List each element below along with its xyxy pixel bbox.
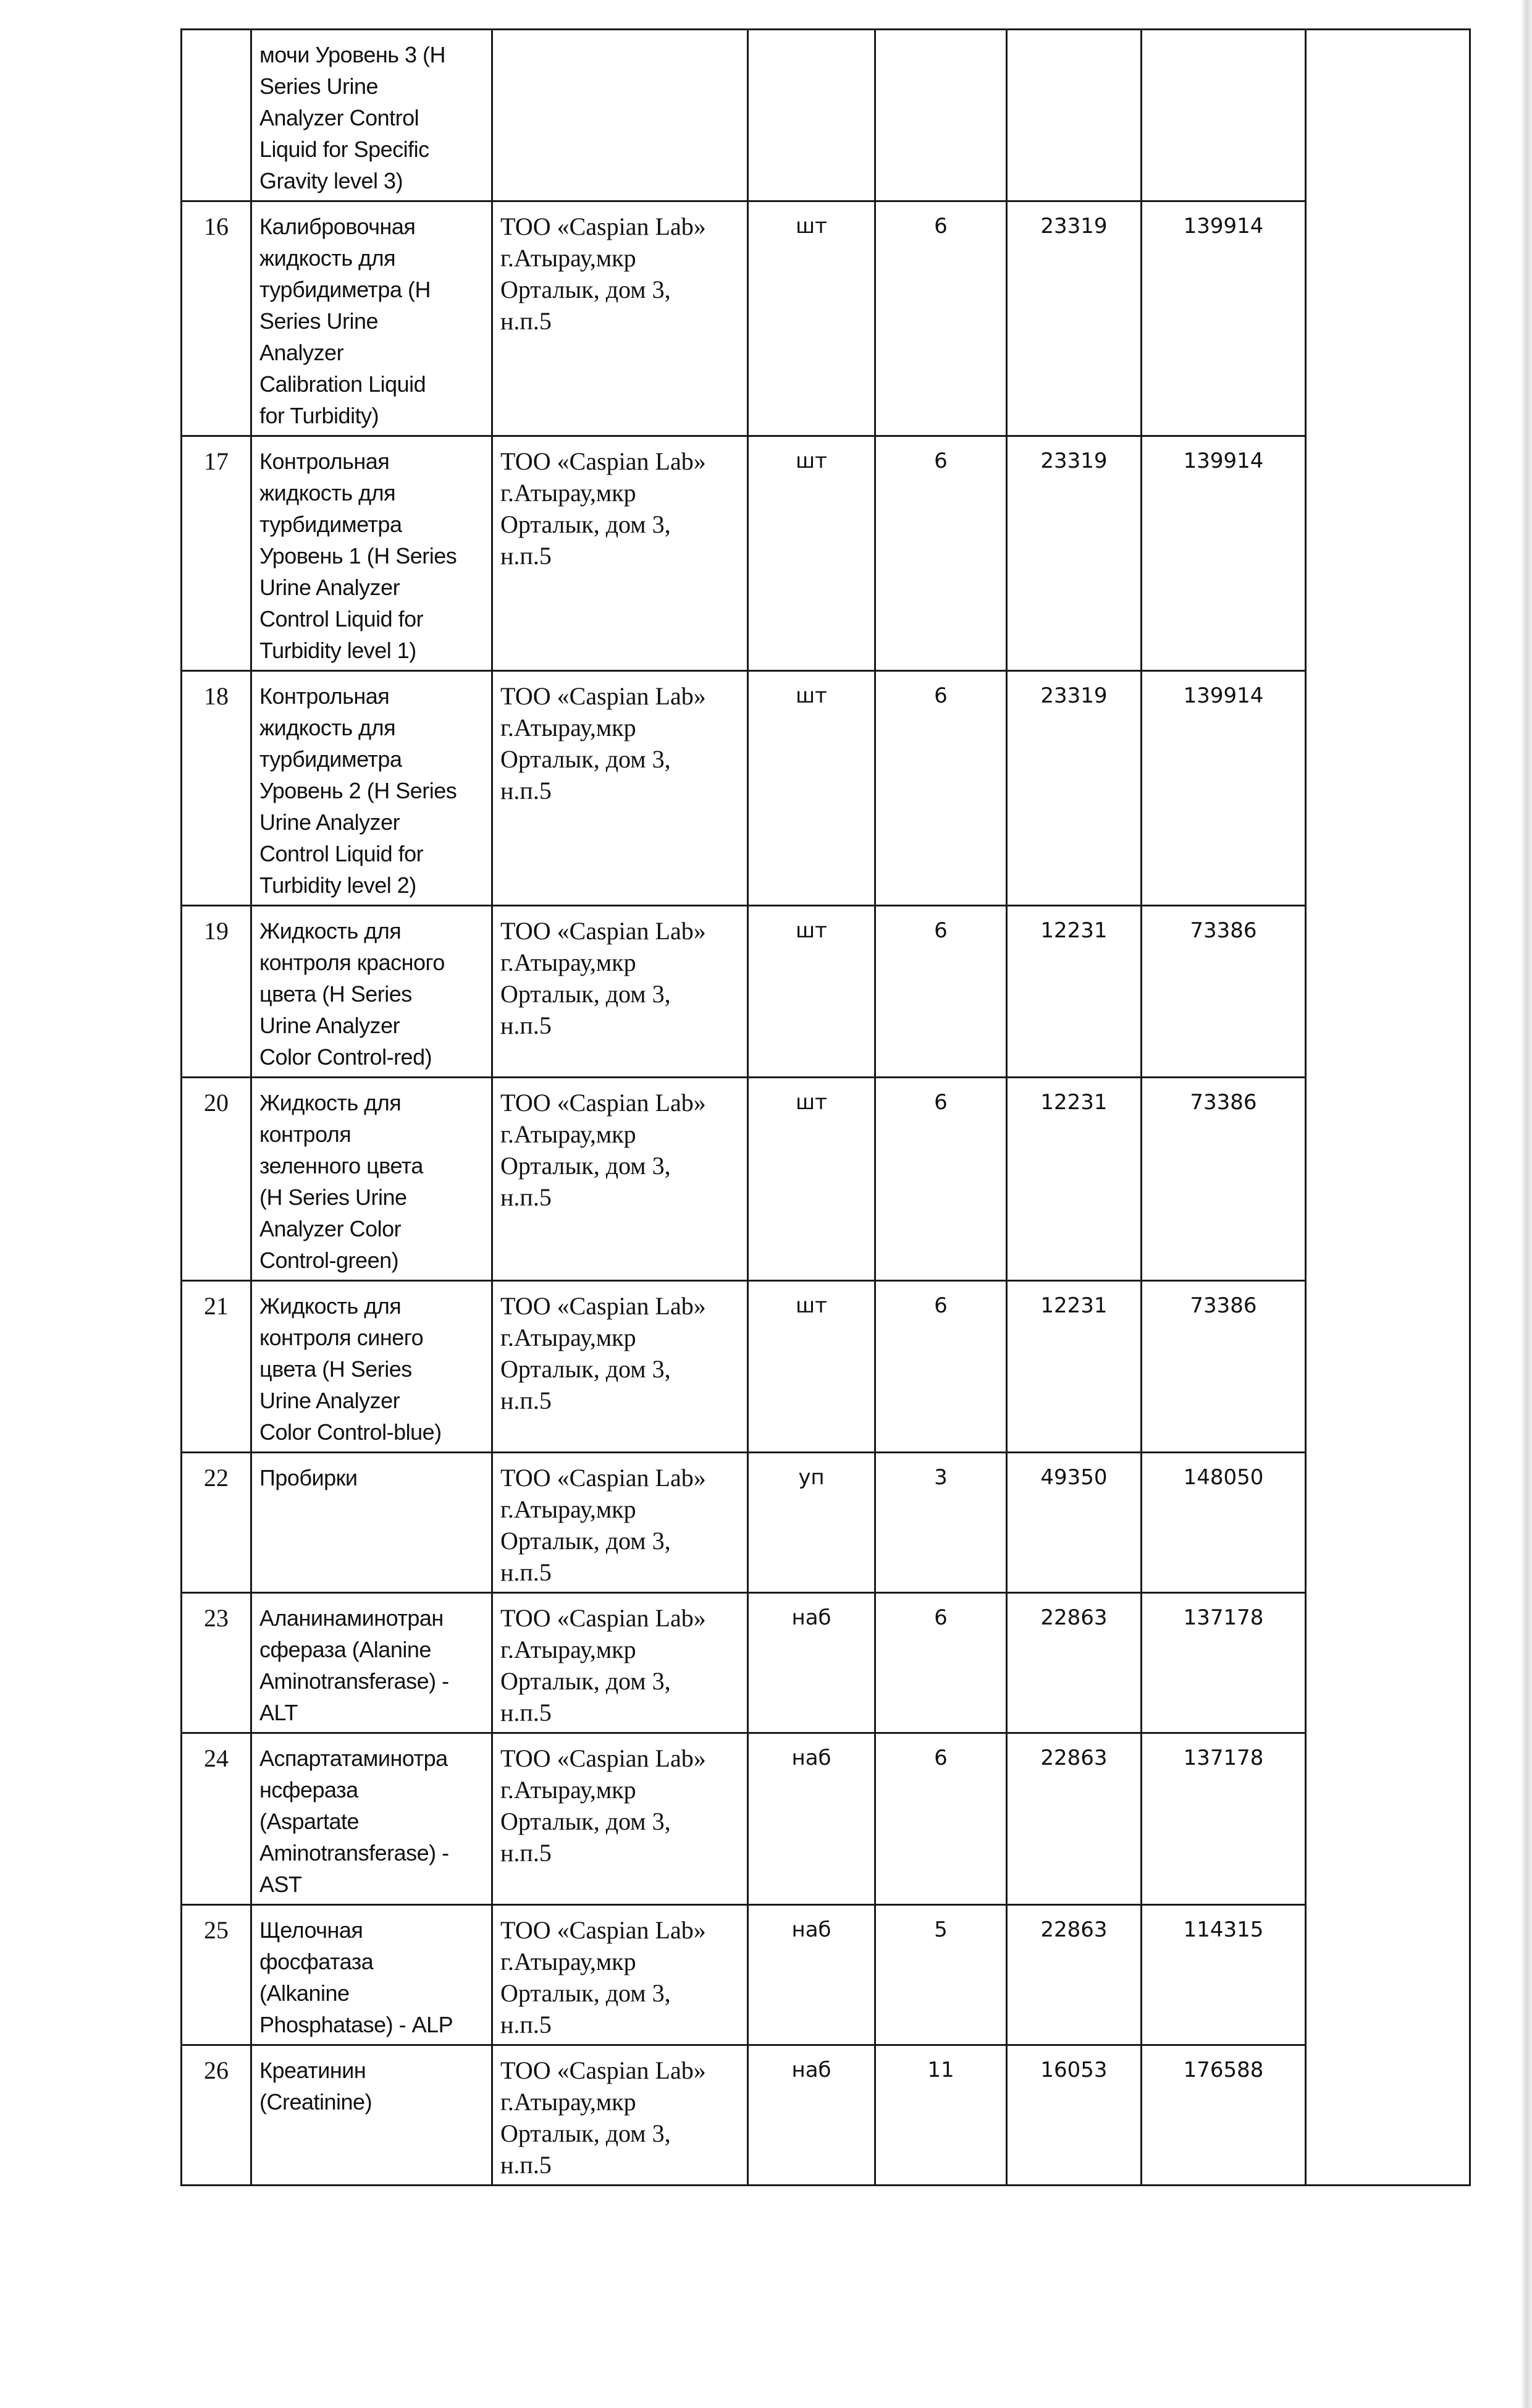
supplier-line: Орталык, дом 3, xyxy=(500,1807,671,1835)
table-row xyxy=(182,906,1470,1078)
supplier-line: Орталык, дом 3, xyxy=(500,510,671,538)
price-cell: 12231 xyxy=(1007,906,1142,1078)
supplier-line: Орталык, дом 3, xyxy=(500,745,671,773)
item-name-text: Калибровочная жидкость для турбидиметра (H Series Urine Analyzer Calibration Liquid for Turbidity) xyxy=(259,214,431,428)
supplier-line: н.п.5 xyxy=(500,2151,552,2179)
supplier-line: н.п.5 xyxy=(500,542,552,570)
extra-column-cell xyxy=(1306,1281,1470,1453)
supplier-cell xyxy=(492,906,748,1078)
total-cell: 148050 xyxy=(1142,1453,1306,1593)
supplier-line: г.Атырау,мкр xyxy=(500,1324,636,1351)
price-cell: 23319 xyxy=(1007,671,1142,906)
total-cell: 137178 xyxy=(1142,1733,1306,1905)
total-cell: 137178 xyxy=(1142,1593,1306,1733)
table-row xyxy=(182,1453,1470,1593)
supplier-line: ТОО «Caspian Lab» xyxy=(500,447,706,475)
items-table-body xyxy=(182,30,1470,2186)
row-number: 16 xyxy=(182,201,251,436)
supplier-cell xyxy=(492,1733,748,1905)
total-cell: 114315 xyxy=(1142,1905,1306,2045)
extra-column-cell xyxy=(1306,201,1470,436)
supplier-line: н.п.5 xyxy=(500,2011,552,2038)
total-cell: 139914 xyxy=(1142,436,1306,671)
item-name xyxy=(251,2045,492,2186)
row-number: 26 xyxy=(182,2045,251,2186)
unit-cell xyxy=(748,30,875,201)
supplier-cell xyxy=(492,1281,748,1453)
supplier-line: н.п.5 xyxy=(500,777,552,805)
supplier-cell xyxy=(492,201,748,436)
row-number: 22 xyxy=(182,1453,251,1593)
table-row xyxy=(182,201,1470,436)
supplier-cell xyxy=(492,436,748,671)
supplier-cell xyxy=(492,1078,748,1281)
supplier-cell xyxy=(492,2045,748,2186)
extra-column-cell xyxy=(1306,1453,1470,1593)
item-name xyxy=(251,201,492,436)
qty-cell: 6 xyxy=(875,1078,1007,1281)
item-name-text: Жидкость для контроля зеленного цвета (H Series Urine Analyzer Color Control-green) xyxy=(259,1090,423,1273)
item-name-text: Аланинаминотран сфераза (Alanine Aminotransferase) - ALT xyxy=(259,1605,449,1725)
supplier-line: г.Атырау,мкр xyxy=(500,1120,636,1148)
row-number: 17 xyxy=(182,436,251,671)
supplier-line: г.Атырау,мкр xyxy=(500,479,636,507)
extra-column-cell xyxy=(1306,906,1470,1078)
supplier-line: ТОО «Caspian Lab» xyxy=(500,1089,706,1117)
supplier-line: ТОО «Caspian Lab» xyxy=(500,1744,706,1772)
scan-edge-shadow xyxy=(1521,0,1532,2408)
supplier-line: ТОО «Caspian Lab» xyxy=(500,1292,706,1320)
supplier-line: Орталык, дом 3, xyxy=(500,1355,671,1383)
qty-cell: 6 xyxy=(875,1733,1007,1905)
supplier-line: ТОО «Caspian Lab» xyxy=(500,682,706,710)
supplier-cell xyxy=(492,30,748,201)
extra-column-cell xyxy=(1306,30,1470,201)
supplier-line: г.Атырау,мкр xyxy=(500,948,636,976)
table-row xyxy=(182,1078,1470,1281)
price-cell: 22863 xyxy=(1007,1733,1142,1905)
supplier-line: г.Атырау,мкр xyxy=(500,1776,636,1804)
table-row xyxy=(182,1593,1470,1733)
supplier-line: Орталык, дом 3, xyxy=(500,1979,671,2007)
table-row-continued xyxy=(182,30,1470,201)
supplier-cell xyxy=(492,1905,748,2045)
supplier-line: ТОО «Caspian Lab» xyxy=(500,1604,706,1632)
total-cell: 176588 xyxy=(1142,2045,1306,2186)
supplier-line: г.Атырау,мкр xyxy=(500,714,636,741)
supplier-line: г.Атырау,мкр xyxy=(500,244,636,272)
qty-cell: 6 xyxy=(875,201,1007,436)
item-name xyxy=(251,1593,492,1733)
table-row xyxy=(182,2045,1470,2186)
qty-cell: 3 xyxy=(875,1453,1007,1593)
extra-column-cell xyxy=(1306,1593,1470,1733)
supplier-line: ТОО «Caspian Lab» xyxy=(500,213,706,240)
extra-column-cell xyxy=(1306,1905,1470,2045)
table-row xyxy=(182,1281,1470,1453)
price-cell: 16053 xyxy=(1007,2045,1142,2186)
price-cell: 22863 xyxy=(1007,1905,1142,2045)
qty-cell: 6 xyxy=(875,436,1007,671)
supplier-line: Орталык, дом 3, xyxy=(500,980,671,1008)
item-name-text: Жидкость для контроля синего цвета (H Series Urine Analyzer Color Control-blue) xyxy=(259,1293,442,1445)
supplier-line: н.п.5 xyxy=(500,1183,552,1211)
price-cell: 12231 xyxy=(1007,1078,1142,1281)
unit-cell: уп xyxy=(748,1453,875,1593)
item-name-text: мочи Уровень 3 (H Series Urine Analyzer Control Liquid for Specific Gravity level 3) xyxy=(259,42,446,193)
supplier-cell xyxy=(492,1593,748,1733)
table-row xyxy=(182,671,1470,906)
item-name-text: Контрольная жидкость для турбидиметра Уровень 1 (H Series Urine Analyzer Control Liquid for Turbidity level 1) xyxy=(259,449,457,663)
supplier-line: г.Атырау,мкр xyxy=(500,1948,636,1975)
item-name xyxy=(251,1078,492,1281)
price-cell: 12231 xyxy=(1007,1281,1142,1453)
unit-cell: шт xyxy=(748,1078,875,1281)
qty-cell: 6 xyxy=(875,1593,1007,1733)
row-number: 20 xyxy=(182,1078,251,1281)
item-name xyxy=(251,1281,492,1453)
supplier-line: ТОО «Caspian Lab» xyxy=(500,1464,706,1492)
item-name xyxy=(251,1905,492,2045)
item-name-text: Аспартатаминотра нсфераза (Aspartate Aminotransferase) - AST xyxy=(259,1746,449,1897)
item-name-text: Пробирки xyxy=(259,1465,358,1490)
unit-cell: шт xyxy=(748,1281,875,1453)
unit-cell: шт xyxy=(748,906,875,1078)
supplier-line: Орталык, дом 3, xyxy=(500,2119,671,2147)
row-number: 24 xyxy=(182,1733,251,1905)
item-name-text: Креатинин (Creatinine) xyxy=(259,2058,372,2114)
qty-cell: 6 xyxy=(875,906,1007,1078)
qty-cell: 6 xyxy=(875,671,1007,906)
item-name xyxy=(251,906,492,1078)
items-table-container xyxy=(180,28,1471,2186)
qty-cell xyxy=(875,30,1007,201)
extra-column-cell xyxy=(1306,436,1470,671)
row-number: 21 xyxy=(182,1281,251,1453)
item-name xyxy=(251,1733,492,1905)
price-cell: 23319 xyxy=(1007,436,1142,671)
table-row xyxy=(182,1905,1470,2045)
unit-cell: шт xyxy=(748,436,875,671)
supplier-line: н.п.5 xyxy=(500,1839,552,1867)
total-cell xyxy=(1142,30,1306,201)
qty-cell: 11 xyxy=(875,2045,1007,2186)
table-row xyxy=(182,1733,1470,1905)
price-cell: 49350 xyxy=(1007,1453,1142,1593)
price-cell xyxy=(1007,30,1142,201)
item-name-text: Контрольная жидкость для турбидиметра Уровень 2 (H Series Urine Analyzer Control Liquid for Turbidity level 2) xyxy=(259,683,457,898)
row-number xyxy=(182,30,251,201)
qty-cell: 5 xyxy=(875,1905,1007,2045)
supplier-cell xyxy=(492,671,748,906)
supplier-line: н.п.5 xyxy=(500,1699,552,1726)
supplier-line: ТОО «Caspian Lab» xyxy=(500,2056,706,2084)
extra-column-cell xyxy=(1306,1078,1470,1281)
qty-cell: 6 xyxy=(875,1281,1007,1453)
supplier-line: Орталык, дом 3, xyxy=(500,1527,671,1555)
supplier-line: н.п.5 xyxy=(500,1558,552,1586)
table-row xyxy=(182,436,1470,671)
supplier-cell xyxy=(492,1453,748,1593)
item-name xyxy=(251,671,492,906)
item-name xyxy=(251,436,492,671)
total-cell: 139914 xyxy=(1142,671,1306,906)
total-cell: 73386 xyxy=(1142,1078,1306,1281)
supplier-line: ТОО «Caspian Lab» xyxy=(500,1916,706,1944)
unit-cell: наб xyxy=(748,1593,875,1733)
total-cell: 73386 xyxy=(1142,1281,1306,1453)
supplier-line: г.Атырау,мкр xyxy=(500,2088,636,2116)
total-cell: 139914 xyxy=(1142,201,1306,436)
supplier-line: Орталык, дом 3, xyxy=(500,1152,671,1180)
unit-cell: наб xyxy=(748,1905,875,2045)
item-name xyxy=(251,30,492,201)
supplier-line: н.п.5 xyxy=(500,1387,552,1414)
extra-column-cell xyxy=(1306,2045,1470,2186)
total-cell: 73386 xyxy=(1142,906,1306,1078)
supplier-line: г.Атырау,мкр xyxy=(500,1495,636,1523)
supplier-line: г.Атырау,мкр xyxy=(500,1636,636,1663)
supplier-line: ТОО «Caspian Lab» xyxy=(500,917,706,945)
row-number: 18 xyxy=(182,671,251,906)
item-name xyxy=(251,1453,492,1593)
supplier-line: н.п.5 xyxy=(500,1012,552,1039)
supplier-line: н.п.5 xyxy=(500,307,552,335)
row-number: 23 xyxy=(182,1593,251,1733)
extra-column-cell xyxy=(1306,1733,1470,1905)
price-cell: 23319 xyxy=(1007,201,1142,436)
items-table xyxy=(180,28,1471,2186)
item-name-text: Щелочная фосфатаза (Alkanine Phosphatase) - ALP xyxy=(259,1917,453,2037)
supplier-line: Орталык, дом 3, xyxy=(500,1667,671,1695)
unit-cell: наб xyxy=(748,1733,875,1905)
unit-cell: шт xyxy=(748,671,875,906)
unit-cell: шт xyxy=(748,201,875,436)
extra-column-cell xyxy=(1306,671,1470,906)
supplier-line: Орталык, дом 3, xyxy=(500,276,671,303)
item-name-text: Жидкость для контроля красного цвета (H Series Urine Analyzer Color Control-red) xyxy=(259,918,445,1070)
unit-cell: наб xyxy=(748,2045,875,2186)
row-number: 19 xyxy=(182,906,251,1078)
price-cell: 22863 xyxy=(1007,1593,1142,1733)
row-number: 25 xyxy=(182,1905,251,2045)
